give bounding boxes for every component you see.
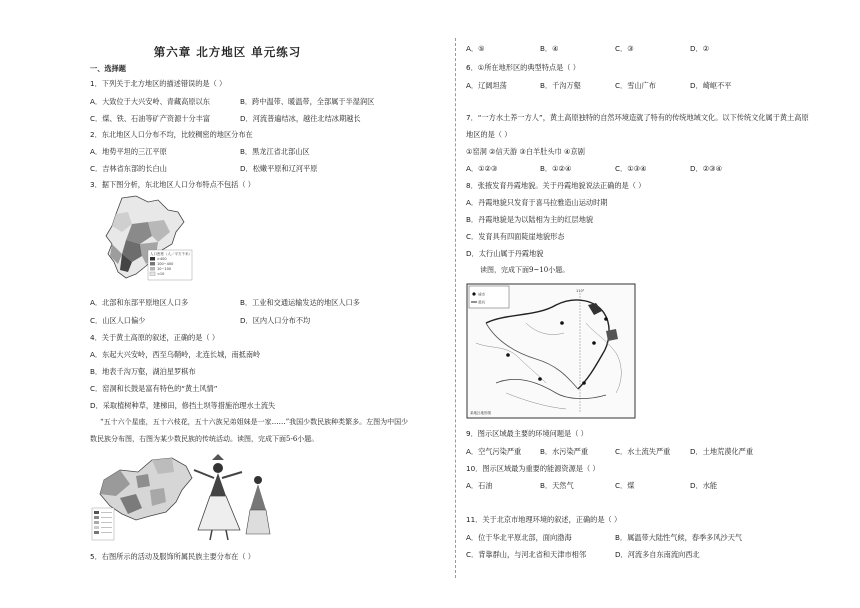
- q3-option-b[interactable]: B．工业和交通运输发达的地区人口多: [240, 298, 360, 307]
- q3-option-c[interactable]: C．山区人口偏少: [90, 316, 146, 325]
- q11-option-c[interactable]: C．背靠群山，与河北省和天津市相邻: [466, 550, 587, 559]
- q8-option-b[interactable]: B．丹霞地貌是为以陆相为主的红层地貌: [466, 215, 594, 224]
- q4-option-b[interactable]: B．地表千沟万壑，湖泊星罗棋布: [90, 367, 196, 376]
- q6-stem: 6．①所在地形区的典型特点是（ ）: [466, 63, 580, 72]
- china-ethnic-map: [92, 458, 192, 540]
- q9-option-b[interactable]: B．水污染严重: [540, 447, 589, 456]
- q4-option-a[interactable]: A．东起大兴安岭，西至乌鞘岭，北连长城，南抵南岭: [90, 350, 261, 359]
- q5-option-b[interactable]: B．④: [540, 44, 559, 53]
- q4-stem: 4．关于黄土高原的叙述，正确的是（ ）: [90, 333, 220, 342]
- q11-option-a[interactable]: A．位于华北平原北部，面向渤海: [466, 533, 572, 542]
- legend-river-label: 黄河: [478, 300, 485, 305]
- q2-option-c[interactable]: C．吉林省东部的长白山: [90, 164, 167, 173]
- topo-map-caption: 某地区地形图: [470, 411, 491, 415]
- q11-option-d[interactable]: D．河流多自东南流向西北: [615, 550, 700, 559]
- column-divider: [455, 38, 456, 578]
- legend-swatch-4: [150, 272, 155, 276]
- q6-option-c[interactable]: C．雪山广布: [615, 81, 656, 90]
- q7-option-a[interactable]: A．①②③: [466, 164, 498, 173]
- q6-option-a[interactable]: A．辽阔坦荡: [466, 81, 507, 90]
- q1-option-c[interactable]: C．煤、铁、石油等矿产资源十分丰富: [90, 114, 211, 123]
- q1-stem: 1．下列关于北方地区的描述错误的是（ ）: [90, 79, 227, 88]
- q3-option-d[interactable]: D．区内人口分布不均: [240, 316, 311, 325]
- q5-option-c[interactable]: C．③: [615, 44, 634, 53]
- q6-option-d[interactable]: D．崎岖不平: [690, 81, 732, 90]
- q9-stem: 9．图示区域最主要的环境问题是（ ）: [466, 429, 588, 438]
- ethnic-minority-figure: [90, 450, 290, 542]
- q8-option-d[interactable]: D．太行山属于丹霞地貌: [466, 249, 544, 258]
- page-title: 第六章 北方地区 单元练习: [153, 45, 302, 59]
- q1-option-a[interactable]: A．大致位于大兴安岭、青藏高原以东: [90, 97, 210, 106]
- passage-line-2: 数民族分布图，右图为某少数民族的传统活动。读图，完成下面5-6小题。: [90, 435, 319, 443]
- q8-stem: 8．张掖发育丹霞地貌。关于丹霞地貌说法正确的是（ ）: [466, 181, 646, 190]
- map-instruction: 读图，完成下面9~10小题。: [480, 266, 570, 274]
- q2-option-d[interactable]: D．松嫩平原和辽河平原: [240, 164, 318, 173]
- legend-swatch-1: [150, 257, 155, 261]
- q10-stem: 10．图示区域最为重要的能源资源是（ ）: [466, 464, 600, 473]
- legend-label-2: 100~400: [157, 262, 174, 266]
- section-heading: 一、选择题: [90, 64, 126, 73]
- q7-option-b[interactable]: B．①②④: [540, 164, 572, 173]
- q9-option-d[interactable]: D．土地荒漠化严重: [690, 447, 754, 456]
- q1-option-b[interactable]: B．跨中温带、暖温带，全部属于半湿润区: [240, 97, 375, 106]
- q10-option-c[interactable]: C．煤: [615, 481, 635, 490]
- q7-stem-line-2: 地区的是（ ）: [466, 130, 512, 139]
- q7-option-d[interactable]: D．②③④: [690, 164, 723, 173]
- legend-label-1: >400: [157, 257, 167, 261]
- q7-items: ①窑洞 ②信天游 ③白羊肚头巾 ④京剧: [466, 147, 585, 156]
- q10-option-d[interactable]: D．水能: [690, 481, 718, 490]
- q5-stem: 5．右图所示的活动及服饰所属民族主要分布在（ ）: [90, 552, 255, 561]
- regional-topographic-map: [466, 283, 636, 419]
- northeast-population-map: [92, 192, 202, 288]
- q3-option-a[interactable]: A．北部和东部平原地区人口多: [90, 298, 189, 307]
- passage-line-1: “五十六个星座，五十六枝花，五十六族兄弟姐妹是一家……”我国少数民族种类繁多。左图为中国少: [100, 418, 409, 426]
- q2-stem: 2．东北地区人口分布不均，比较稠密的地区分布在: [90, 130, 253, 139]
- q2-option-a[interactable]: A．地势平坦的三江平原: [90, 147, 167, 156]
- legend-city-label: 城市: [478, 292, 485, 297]
- city-symbol: [472, 292, 475, 295]
- longitude-label: 110°: [576, 289, 585, 293]
- q5-option-d[interactable]: D．②: [690, 44, 710, 53]
- q9-option-c[interactable]: C．水土流失严重: [615, 447, 671, 456]
- q10-option-a[interactable]: A．石油: [466, 481, 493, 490]
- topo-map-legend: [469, 286, 509, 308]
- q2-option-b[interactable]: B．黑龙江省北部山区: [240, 147, 310, 156]
- q1-option-d[interactable]: D．河流普遍结冰，越往北结冰期越长: [240, 114, 361, 123]
- q7-option-c[interactable]: C．①③④: [615, 164, 647, 173]
- q10-option-b[interactable]: B．天然气: [540, 481, 574, 490]
- q8-option-c[interactable]: C．发育具有四面陡崖地貌形态: [466, 232, 565, 241]
- q11-stem: 11．关于北京市地理环境的叙述，正确的是（ ）: [466, 515, 622, 524]
- legend-title: 人口密度（人／平方千米）: [150, 252, 192, 256]
- dancer-figure: [194, 454, 270, 540]
- q5-option-a[interactable]: A．⑤: [466, 44, 485, 53]
- legend-label-3: 10~100: [157, 267, 172, 271]
- q4-option-d[interactable]: D．采取植树种草，建梯田，修挡土坝等措施治理水土流失: [90, 401, 276, 410]
- q9-option-a[interactable]: A．空气污染严重: [466, 447, 522, 456]
- q8-option-a[interactable]: A．丹霞地貌只发育于喜马拉雅造山运动时期: [466, 198, 608, 207]
- legend-swatch-2: [150, 262, 155, 266]
- q11-option-b[interactable]: B．属温带大陆性气候，春季多风沙天气: [615, 533, 743, 542]
- legend-swatch-3: [150, 267, 155, 271]
- q4-option-c[interactable]: C．窑洞和长鼓是富有特色的“黄土风情”: [90, 384, 218, 393]
- q6-option-b[interactable]: B．千沟万壑: [540, 81, 581, 90]
- legend-label-4: <10: [157, 272, 165, 276]
- q7-stem-line-1: 7．“一方水土养一方人”，黄土高原独特的自然环境造就了特有的传统地域文化。以下传统文化属于黄土高原: [466, 113, 809, 122]
- q3-stem: 3．据下图分析，东北地区人口分布特点不包括（ ）: [90, 180, 255, 189]
